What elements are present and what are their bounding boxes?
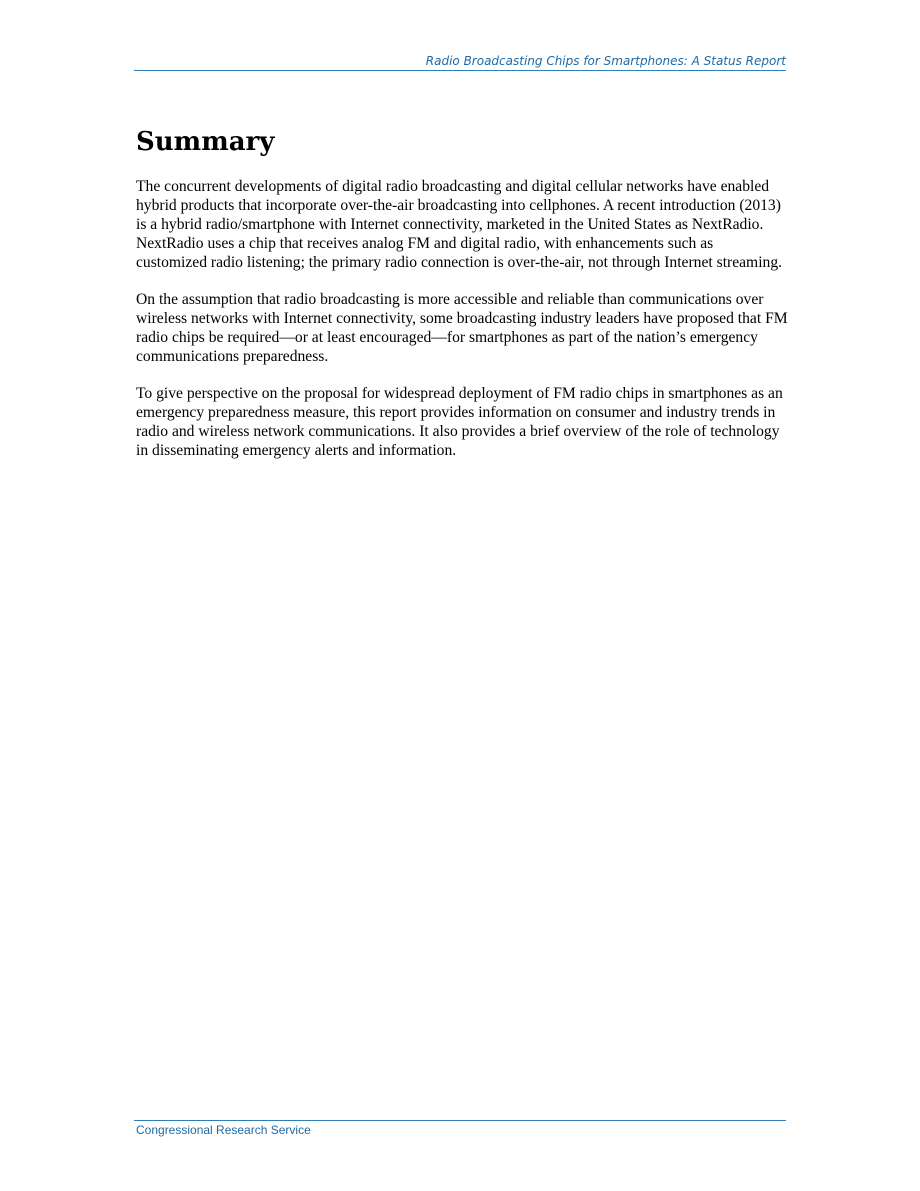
summary-paragraph-3: To give perspective on the proposal for widespread deployment of FM radio chips in smartphones as an emergency preparedness measure, this report provides information on consumer and industry trends in radio and wireless network communications. It also provides a brief overview of the role of technology in disseminating emergency alerts and information. bbox=[136, 385, 783, 459]
summary-section bbox=[136, 122, 788, 460]
section-heading: Summary bbox=[136, 127, 275, 157]
running-header-title: Radio Broadcasting Chips for Smartphones: A Status Report bbox=[425, 54, 786, 68]
summary-paragraph-2: On the assumption that radio broadcasting is more accessible and reliable than communications over wireless networks with Internet connectivity, some broadcasting industry leaders have proposed that FM radio chips be required—or at least encouraged—for smartphones as part of the nation’s emergency communications preparedness. bbox=[136, 291, 788, 365]
running-header bbox=[134, 52, 786, 71]
footer-organization: Congressional Research Service bbox=[136, 1123, 311, 1137]
running-footer bbox=[134, 1120, 786, 1137]
summary-paragraph-1: The concurrent developments of digital radio broadcasting and digital cellular networks have enabled hybrid products that incorporate over-the-air broadcasting into cellphones. A recent introduction (2013) is a hybrid radio/smartphone with Internet connectivity, marketed in the United States as NextRadio. NextRadio uses a chip that receives analog FM and digital radio, with enhancements such as customized radio listening; the primary radio connection is over-the-air, not through Internet streaming. bbox=[136, 178, 783, 271]
